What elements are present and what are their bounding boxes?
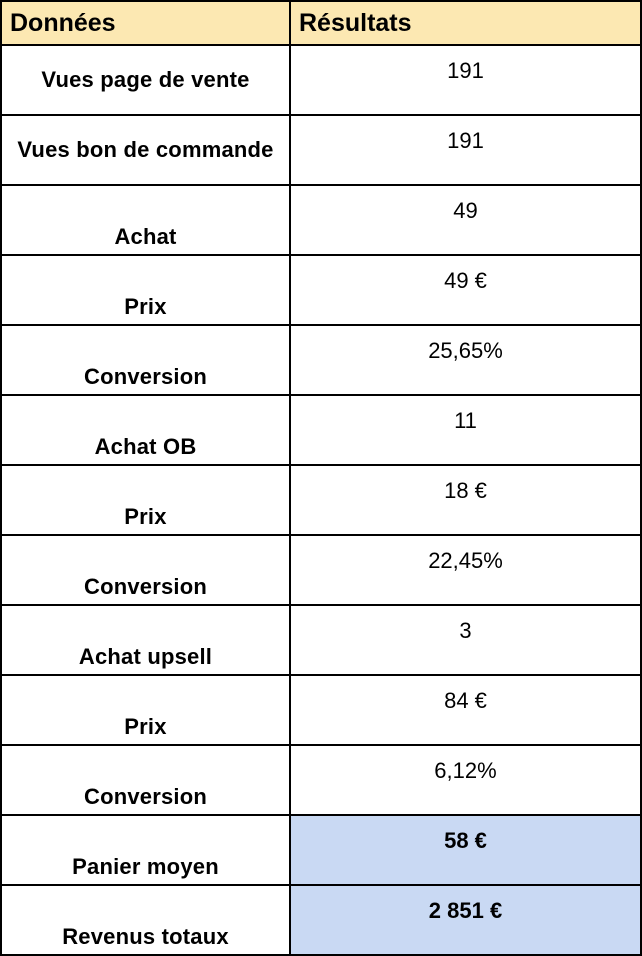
row-value-cell[interactable]: 84 €	[290, 675, 641, 745]
row-label-cell[interactable]: Panier moyen	[1, 815, 290, 885]
table-row	[1, 535, 641, 605]
row-label-cell[interactable]: Achat upsell	[1, 605, 290, 675]
table-row	[1, 745, 641, 815]
table-row	[1, 255, 641, 325]
row-value-cell[interactable]: 22,45%	[290, 535, 641, 605]
table-row	[1, 325, 641, 395]
row-label-cell[interactable]: Vues page de vente	[1, 45, 290, 115]
table-row	[1, 115, 641, 185]
table-row	[1, 605, 641, 675]
header-row	[1, 1, 641, 45]
row-value-cell[interactable]: 191	[290, 115, 641, 185]
row-value-cell-highlighted[interactable]: 58 €	[290, 815, 641, 885]
row-value-cell[interactable]: 49 €	[290, 255, 641, 325]
row-value-cell[interactable]: 6,12%	[290, 745, 641, 815]
row-label-text: Vues bon de commande	[17, 137, 274, 162]
row-value-cell[interactable]: 18 €	[290, 465, 641, 535]
table-row	[1, 465, 641, 535]
row-label-cell[interactable]: Prix	[1, 465, 290, 535]
column-header-donnees[interactable]: Données	[1, 1, 290, 45]
row-value-cell[interactable]: 11	[290, 395, 641, 465]
row-label-cell[interactable]	[1, 115, 290, 185]
table-row	[1, 185, 641, 255]
table-row	[1, 45, 641, 115]
row-label-cell[interactable]: Achat	[1, 185, 290, 255]
row-label-cell[interactable]: Conversion	[1, 745, 290, 815]
row-value-cell-highlighted[interactable]: 2 851 €	[290, 885, 641, 955]
row-label-cell[interactable]: Prix	[1, 675, 290, 745]
row-value-cell[interactable]: 3	[290, 605, 641, 675]
row-label-cell[interactable]: Conversion	[1, 325, 290, 395]
table-row	[1, 395, 641, 465]
row-label-cell[interactable]: Conversion	[1, 535, 290, 605]
row-label-cell[interactable]: Achat OB	[1, 395, 290, 465]
row-label-cell[interactable]: Prix	[1, 255, 290, 325]
row-value-cell[interactable]: 49	[290, 185, 641, 255]
row-label-cell[interactable]: Revenus totaux	[1, 885, 290, 955]
row-value-cell[interactable]: 191	[290, 45, 641, 115]
table-row	[1, 675, 641, 745]
row-label-clip	[2, 137, 289, 163]
row-value-cell[interactable]: 25,65%	[290, 325, 641, 395]
table-row	[1, 885, 641, 955]
column-header-resultats[interactable]: Résultats	[290, 1, 641, 45]
